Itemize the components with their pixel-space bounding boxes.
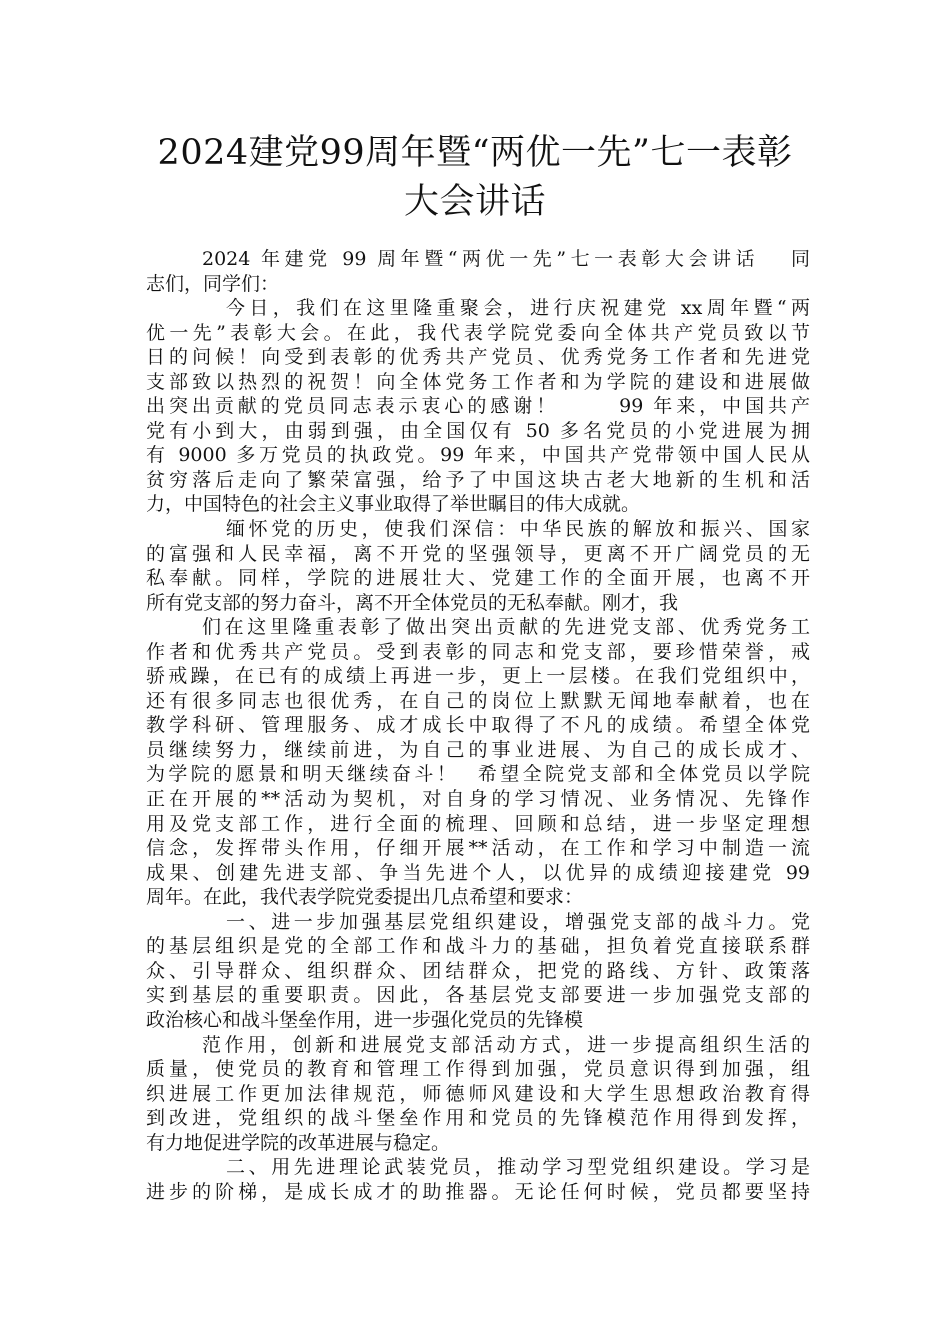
text-line: 进步的阶梯，是成长成才的助推器。无论任何时候，党员都要坚持	[146, 1180, 810, 1203]
document-title-line-2: 大会讲话	[403, 182, 546, 222]
text-line: 一、进一步加强基层党组织建设，增强党支部的战斗力。党	[226, 910, 810, 933]
text-line: 贫穷落后走向了繁荣富强，给予了中国这块古老大地新的生机和活	[146, 468, 810, 491]
text-line: 私奉献。同样，学院的进展壮大、党建工作的全面开展，也离不开	[146, 567, 810, 590]
text-line: 优一先”表彰大会。在此，我代表学院党委向全体共产党员致以节	[146, 321, 810, 344]
text-line: 二、用先进理论武装党员，推动学习型党组织建设。学习是	[226, 1156, 810, 1179]
text-line: 用及党支部工作，进行全面的梳理、回顾和总结，进一步坚定理想	[146, 812, 810, 835]
text-line: 缅怀党的历史，使我们深信：中华民族的解放和振兴、国家	[226, 518, 810, 541]
text-line: 教学科研、管理服务、成才成长中取得了不凡的成绩。希望全体党	[146, 714, 810, 737]
text-line: 范作用，创新和进展党支部活动方式，进一步提高组织生活的	[202, 1033, 810, 1056]
text-line: 质量，使党员的教育和管理工作得到加强，党员意识得到加强，组	[146, 1058, 810, 1081]
text-line: 骄戒躁，在已有的成绩上再进一步，更上一层楼。在我们党组织中，	[146, 665, 810, 688]
text-line: 实到基层的重要职责。因此，各基层党支部要进一步加强党支部的	[146, 984, 810, 1007]
text-line: 众、引导群众、组织群众、团结群众，把党的路线、方针、政策落	[146, 959, 810, 982]
text-line: 有力地促进学院的改革进展与稳定。	[146, 1131, 451, 1154]
text-line: 力，中国特色的社会主义事业取得了举世瞩目的伟大成就。	[146, 493, 641, 516]
text-line: 作者和优秀共产党员。受到表彰的同志和党支部，要珍惜荣誉，戒	[146, 640, 810, 663]
text-line: 成果、创建先进支部、争当先进个人，以优异的成绩迎接建党 99	[146, 861, 810, 884]
text-line: 党有小到大，由弱到强，由全国仅有 50 多名党员的小党进展为拥	[146, 419, 810, 442]
text-line: 织进展工作更加法律规范，师德师风建设和大学生思想政治教育得	[146, 1082, 810, 1105]
document-title-line-1: 2024建党99周年暨“两优一先”七一表彰	[157, 133, 793, 173]
text-line: 正在开展的**活动为契机，对自身的学习情况、业务情况、先锋作	[146, 788, 810, 811]
text-line: 政治核心和战斗堡垒作用，进一步强化党员的先锋模	[146, 1008, 584, 1031]
text-line: 的基层组织是党的全部工作和战斗力的基础，担负着党直接联系群	[146, 935, 810, 958]
text-line: 2024 年建党 99 周年暨“两优一先”七一表彰大会讲话 同	[202, 248, 810, 270]
text-line: 为学院的愿景和明天继续奋斗！ 希望全院党支部和全体党员以学院	[146, 763, 810, 786]
text-line: 还有很多同志也很优秀，在自己的岗位上默默无闻地奉献着，也在	[146, 689, 810, 712]
text-line: 周年。在此，我代表学院党委提出几点希望和要求：	[146, 886, 584, 909]
document-body	[146, 247, 810, 1204]
text-line: 所有党支部的努力奋斗，离不开全体党员的无私奉献。刚才，我	[146, 591, 679, 614]
text-line: 出突出贡献的党员同志表示衷心的感谢！ 99 年来，中国共产	[146, 395, 810, 418]
text-line: 们在这里隆重表彰了做出突出贡献的先进党支部、优秀党务工	[202, 616, 810, 639]
text-line: 志们，同学们：	[146, 272, 280, 295]
text-line: 员继续努力，继续前进，为自己的事业进展、为自己的成长成才、	[146, 738, 810, 761]
text-line: 到改进，党组织的战斗堡垒作用和党员的先锋模范作用得到发挥，	[146, 1107, 810, 1130]
text-line: 有 9000 多万党员的执政党。99 年来，中国共产党带领中国人民从	[146, 444, 810, 467]
text-line: 今日，我们在这里隆重聚会，进行庆祝建党 xx周年暨“两	[226, 297, 810, 320]
text-line: 日的问候！向受到表彰的优秀共产党员、优秀党务工作者和先进党	[146, 346, 810, 369]
text-line: 的富强和人民幸福，离不开党的坚强领导，更离不开广阔党员的无	[146, 542, 810, 565]
text-line: 信念，发挥带头作用，仔细开展**活动，在工作和学习中制造一流	[146, 837, 810, 860]
text-line: 支部致以热烈的祝贺！向全体党务工作者和为学院的建设和进展做	[146, 370, 810, 393]
